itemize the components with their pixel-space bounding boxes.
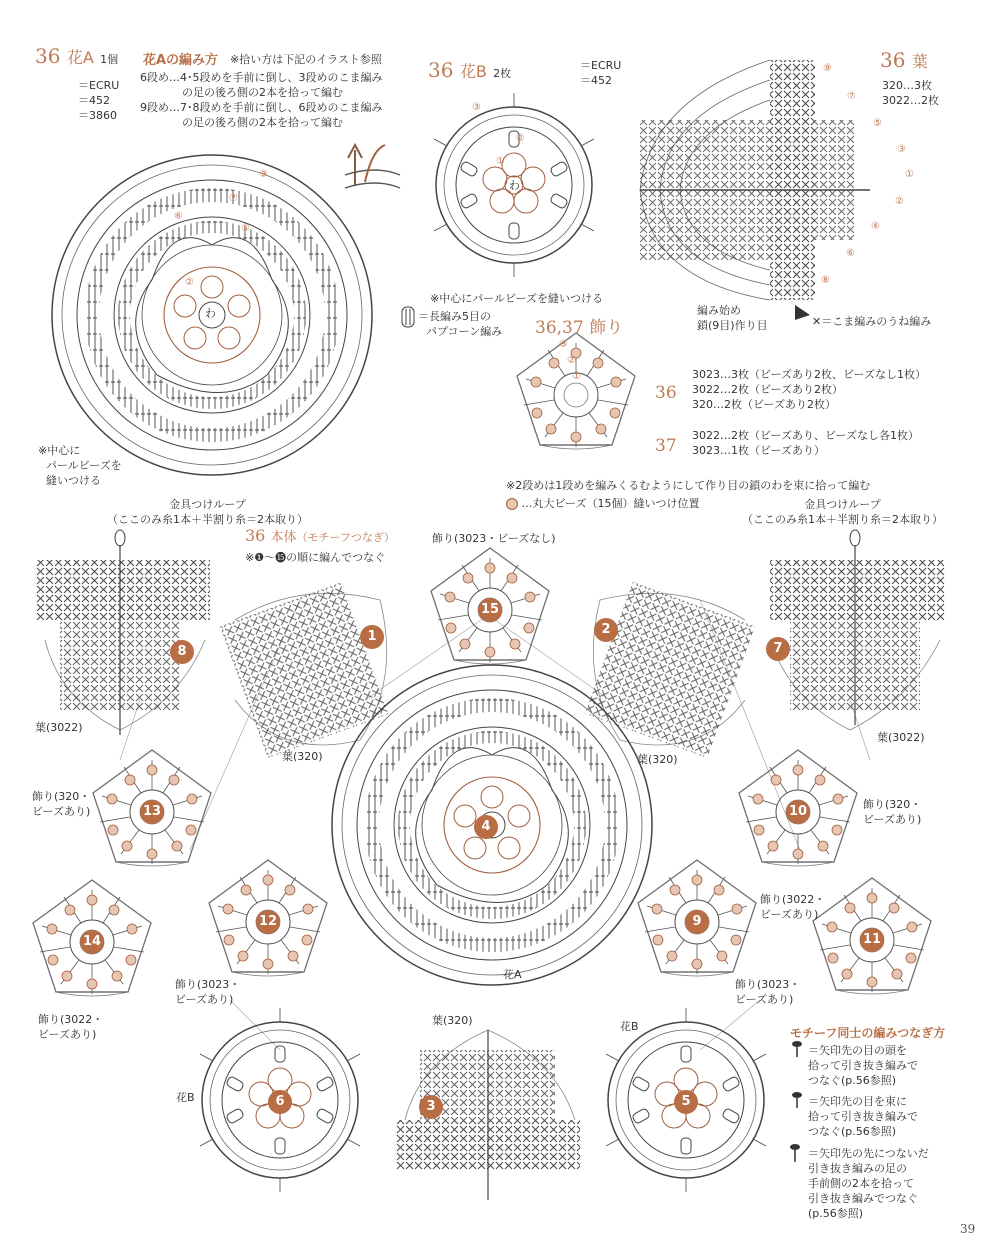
motif-badge-12: 12 [256, 910, 280, 934]
label-leaf-7: 葉(3022) [877, 731, 925, 744]
deco-note: ※2段めは1段めを編みくるむようにして作り目の鎖のわを束に拾って編む [506, 479, 871, 492]
yarn-ecru: ＝ECRU [580, 59, 622, 72]
x-icon: ✕ [812, 315, 822, 328]
flower-b-name: 花B [459, 62, 487, 81]
label-deco-top: 飾り(3023・ビーズなし) [432, 532, 556, 545]
motif-badge-4: 4 [474, 815, 498, 839]
motif-badge-8: 8 [170, 640, 194, 664]
leaf-count: 3022…2枚 [882, 94, 939, 107]
method-line: の足の後ろ側の2本を拾って編む [182, 86, 343, 99]
motif-badge-2: 2 [594, 618, 618, 642]
legend-line: パプコーン編み [426, 325, 503, 338]
leaf-row: ⑧ [821, 275, 830, 286]
deco-row: ② [567, 355, 576, 366]
motif-badge-15: 15 [478, 598, 502, 622]
loop-note: （ここのみ糸1本＋半割り糸＝2本取り） [107, 513, 308, 526]
yarn-3860: ＝3860 [78, 109, 117, 122]
join-item-1 [808, 1043, 918, 1088]
body-subtitle: （モチーフつなぎ） [296, 531, 395, 544]
join-line: (p.56参照) [808, 1207, 864, 1220]
join-line: 拾って引き抜き編みで [808, 1110, 918, 1123]
loop-label-right [742, 497, 943, 527]
label-flower-b-right: 花B [620, 1020, 639, 1033]
flower-b-row: ① [496, 156, 505, 167]
note-line: ※中心に [38, 444, 81, 457]
motif-badge-1: 1 [360, 625, 384, 649]
body-name: 本体 [270, 530, 297, 545]
set-line: 3022…2枚（ビーズあり、ビーズなし各1枚） [692, 429, 920, 442]
label-line: 飾り(320・ [32, 790, 91, 803]
leaf-row: ④ [871, 221, 880, 232]
leaf-row: ⑨ [823, 63, 832, 74]
deco-row: ③ [559, 339, 568, 350]
label-flower-b-left: 花B [176, 1091, 195, 1104]
join-title: モチーフ同士の編みつなぎ方 [790, 1026, 946, 1040]
flower-a-method-note: ※拾い方は下記のイラスト参照 [230, 53, 382, 66]
label-flower-a: 花A [503, 968, 522, 981]
popcorn-legend [418, 309, 502, 339]
label-deco-9 [760, 892, 825, 922]
flower-b-row: ③ [472, 102, 481, 113]
flower-b-title [428, 58, 511, 82]
label-leaf-3: 葉(320) [432, 1014, 473, 1027]
loop-label: 金具つけループ [169, 498, 246, 511]
label-deco-11 [735, 977, 800, 1007]
flower-a-name: 花A [66, 48, 94, 67]
legend-text: ＝こま編みのうね編み [821, 315, 932, 328]
join-line: 拾って引き抜き編みで [808, 1059, 918, 1072]
loop-note: （ここのみ糸1本＋半割り糸＝2本取り） [742, 513, 943, 526]
motif-badge-13: 13 [140, 800, 164, 824]
body-num: 36 [245, 526, 266, 545]
label-line: ビーズあり) [735, 993, 794, 1006]
label-line: ビーズあり) [38, 1028, 97, 1041]
join-line: つなぐ(p.56参照) [808, 1074, 897, 1087]
flower-b-bead-note: ※中心にパールビーズを縫いつける [430, 292, 604, 305]
leaf-name: 葉 [911, 52, 928, 71]
label-leaf-8: 葉(3022) [35, 721, 83, 734]
flower-a-row: ⑦ [229, 193, 238, 204]
flower-b-num: 36 [428, 58, 454, 82]
note-line: 縫いつける [46, 474, 101, 487]
motif-1-chart [220, 582, 390, 758]
bead-icon [506, 498, 518, 510]
flower-a-row: ② [185, 277, 194, 288]
flower-b-count: 2枚 [493, 67, 512, 80]
leaf-chart [640, 60, 870, 320]
flower-b-yarns [580, 58, 621, 88]
flower-a-num: 36 [35, 44, 61, 68]
leaf-title [880, 48, 928, 72]
join-line: つなぐ(p.56参照) [808, 1125, 897, 1138]
motif-badge-5: 5 [674, 1090, 698, 1114]
motif-badge-3: 3 [419, 1095, 443, 1119]
motif-2-chart [585, 582, 755, 758]
flower-a-method-title: 花Aの編み方 [143, 53, 219, 68]
motif-badge-6: 6 [268, 1090, 292, 1114]
leaf-row: ⑥ [846, 248, 855, 259]
set-line: 3023…3枚（ビーズあり2枚、ビーズなし1枚） [692, 368, 927, 381]
label-line: ビーズあり) [32, 805, 91, 818]
motif-badge-10: 10 [786, 800, 810, 824]
yarn-452: ＝452 [78, 94, 110, 107]
flower-a-row: ⑨ [259, 169, 268, 180]
leaf-row: ③ [897, 144, 906, 155]
set-line: 320…2枚（ビーズあり2枚） [692, 398, 837, 411]
motif-7-chart [770, 545, 945, 730]
join-item-3 [808, 1146, 929, 1221]
leaf-row: ① [905, 169, 914, 180]
flower-a-method-lines [140, 70, 383, 130]
join-line: 引き抜き編みでつなぐ [808, 1192, 918, 1205]
join-line: 手前側の2本を拾って [808, 1177, 914, 1190]
deco-set37 [692, 428, 919, 458]
note-line: パールビーズを [46, 459, 122, 472]
label-line: 飾り(3023・ [735, 978, 801, 991]
flower-b-row: ② [516, 133, 525, 144]
leaf-counts [882, 78, 939, 108]
label-line: 飾り(3022・ [38, 1013, 104, 1026]
body-order-note: ※❶〜⓯の順に編んでつなぐ [245, 551, 386, 564]
yarn-ecru: ＝ECRU [78, 79, 120, 92]
bead-legend [506, 496, 700, 511]
join-line: 引き抜き編みの足の [808, 1162, 907, 1175]
leaf-num: 36 [880, 48, 906, 72]
label-line: ビーズあり) [863, 813, 922, 826]
pickup-illustration [345, 145, 400, 188]
bead-legend-text: …丸大ビーズ（15個）縫いつけ位置 [521, 497, 700, 510]
label-leaf-1: 葉(320) [282, 750, 323, 763]
leaf-row: ⑤ [873, 118, 882, 129]
deco-set36-num: 36 [655, 383, 677, 403]
page-number: 39 [960, 1222, 976, 1236]
label-line: 飾り(320・ [863, 798, 922, 811]
deco-title: 36,37 飾り [535, 318, 624, 338]
label-deco-13 [32, 789, 90, 819]
flower-a-row: ⑤ [241, 223, 250, 234]
deco-set36 [692, 367, 926, 412]
label-leaf-2: 葉(320) [637, 753, 678, 766]
body-title [245, 526, 395, 545]
legend-line: ＝長編み5目の [418, 310, 491, 323]
join-item-2 [808, 1094, 918, 1139]
join-line: ＝矢印先の先につないだ [808, 1147, 929, 1160]
deco-chart-small [517, 333, 635, 449]
set-line: 3023…1枚（ビーズあり） [692, 444, 826, 457]
loop-label-left [107, 497, 308, 527]
motif-badge-7: 7 [766, 637, 790, 661]
flower-a-bead-note [38, 443, 122, 488]
start-line: 編み始め [697, 304, 741, 317]
leaf-legend [812, 314, 931, 329]
label-line: ビーズあり) [760, 908, 819, 921]
loop-label: 金具つけループ [804, 498, 881, 511]
leaf-start [697, 303, 768, 333]
set-line: 3022…2枚（ビーズあり2枚） [692, 383, 844, 396]
label-line: 飾り(3022・ [760, 893, 826, 906]
deco-row: ① [572, 371, 581, 382]
flower-a-count: 1個 [100, 53, 119, 66]
flower-a-row: ⑥ [174, 211, 183, 222]
label-deco-12 [175, 977, 240, 1007]
flower-a-yarns [78, 78, 119, 123]
start-line: 鎖(9目)作り目 [697, 319, 768, 332]
label-deco-10 [863, 797, 921, 827]
label-deco-14 [38, 1012, 103, 1042]
method-line: の足の後ろ側の2本を拾って編む [182, 116, 343, 129]
label-line: ビーズあり) [175, 993, 234, 1006]
deco-set37-num: 37 [655, 436, 677, 456]
join-line: ＝矢印先の目を束に [808, 1095, 907, 1108]
leaf-row: ⑦ [847, 91, 856, 102]
join-line: ＝矢印先の目の頭を [808, 1044, 907, 1057]
label-line: 飾り(3023・ [175, 978, 241, 991]
leaf-row: ② [895, 196, 904, 207]
flower-a-title [35, 44, 118, 68]
leaf-count: 320…3枚 [882, 79, 932, 92]
method-line: 6段め…4･5段めを手前に倒し、3段めのこま編み [140, 71, 383, 84]
motif-badge-14: 14 [80, 930, 104, 954]
motif-badge-9: 9 [685, 910, 709, 934]
flower-b-center: わ [509, 179, 520, 192]
motif-badge-11: 11 [860, 928, 884, 952]
flower-a-center: わ [205, 307, 216, 320]
method-line: 9段め…7･8段めを手前に倒し、6段めのこま編み [140, 101, 383, 114]
yarn-452: ＝452 [580, 74, 612, 87]
